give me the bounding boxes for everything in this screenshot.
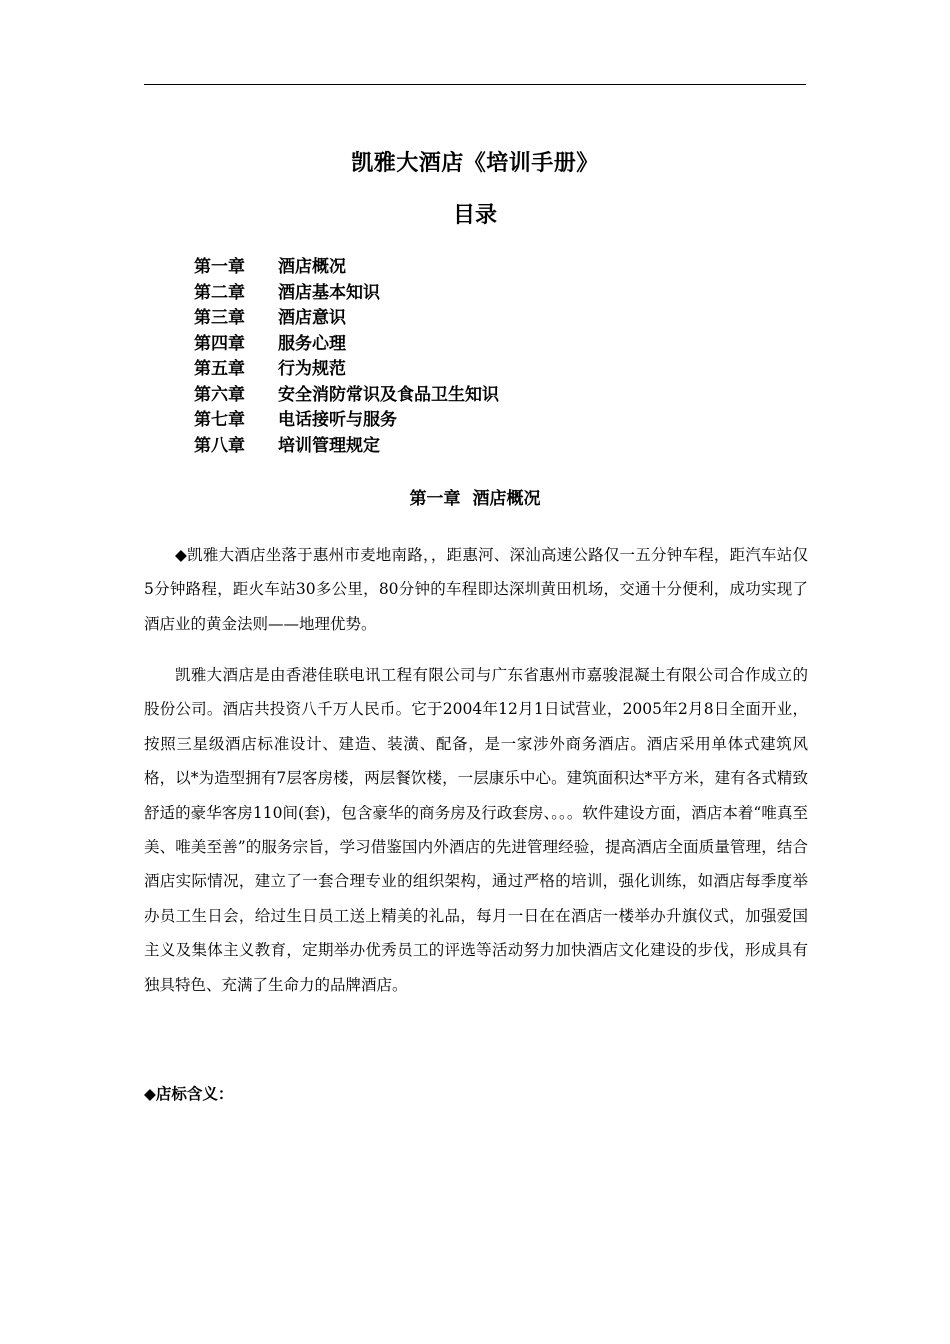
toc-chapter-title: 培训管理规定 (278, 435, 380, 456)
toc-chapter-title: 酒店基本知识 (278, 282, 380, 303)
toc-item (194, 383, 499, 409)
toc-item (194, 357, 499, 383)
header-rule (144, 84, 806, 85)
toc-item (194, 255, 499, 281)
toc-chapter-title: 行为规范 (278, 359, 346, 379)
toc-item (194, 408, 499, 434)
toc-item (194, 306, 499, 332)
toc-chapter-number: 第四章 (194, 333, 245, 354)
toc-chapter-number: 第五章 (194, 359, 245, 379)
toc-chapter-number: 第一章 (194, 257, 245, 277)
toc-item (194, 281, 499, 307)
toc-chapter-title: 服务心理 (278, 333, 346, 354)
chapter-heading (0, 484, 950, 509)
toc-chapter-number: 第七章 (194, 410, 245, 430)
toc-chapter-number: 第三章 (194, 308, 245, 328)
toc-chapter-title: 安全消防常识及食品卫生知识 (278, 384, 499, 405)
toc-chapter-number: 第八章 (194, 435, 245, 456)
toc-chapter-title: 酒店概况 (278, 257, 346, 277)
body-paragraph: 凯雅大酒店是由香港佳联电讯工程有限公司与广东省惠州市嘉骏混凝土有限公司合作成立的股份公司。酒店共投资八千万人民币。它于2004年12月1日试营业，2005年2月8日全面开业，按照三星级酒店标准设计、建造、装潢、配备，是一家涉外商务酒店。酒店采用单体式建筑风格，以*为造型拥有7层客房楼，两层餐饮楼，一层康乐中心。建筑面积达*平方米，建有各式精致舒适的豪华客房110间(套)，包含豪华的商务房及行政套房、。。。软件建设方面，酒店本着“唯真至美、唯美至善”的服务宗旨，学习借鉴国内外酒店的先进管理经验，提高酒店全面质量管理，结合酒店实际情况，建立了一套合理专业的组织架构，通过严格的培训，强化训练，如酒店每季度举办员工生日会，给过生日员工送上精美的礼品，每月一日在在酒店一楼举办升旗仪式，加强爱国主义及集体主义教育，定期举办优秀员工的评选等活动努力加快酒店文化建设的步伐，形成具有独具特色、充满了生命力的品牌酒店。 (144, 666, 808, 994)
toc-chapter-number: 第二章 (194, 282, 245, 303)
chapter-title: 酒店概况 (472, 489, 541, 509)
toc-chapter-title: 酒店意识 (278, 308, 346, 328)
toc-item (194, 332, 499, 358)
section-label-logo-meaning: ◆店标含义： (144, 1084, 234, 1103)
body-paragraph: ◆凯雅大酒店坐落于惠州市麦地南路，，距惠河、深汕高速公路仅一五分钟车程，距汽车站仅5分钟路程，距火车站30多公里，80分钟的车程即达深圳黄田机场，交通十分便利，成功实现了酒店业的黄金法则——地理优势。 (144, 546, 808, 633)
toc-item (194, 434, 499, 460)
document-title: 凯雅大酒店《培训手册》 (351, 150, 599, 176)
chapter-number: 第一章 (409, 489, 461, 509)
toc-chapter-number: 第六章 (194, 384, 245, 405)
table-of-contents (194, 255, 499, 459)
toc-chapter-title: 电话接听与服务 (278, 410, 397, 430)
toc-heading: 目录 (452, 202, 497, 228)
